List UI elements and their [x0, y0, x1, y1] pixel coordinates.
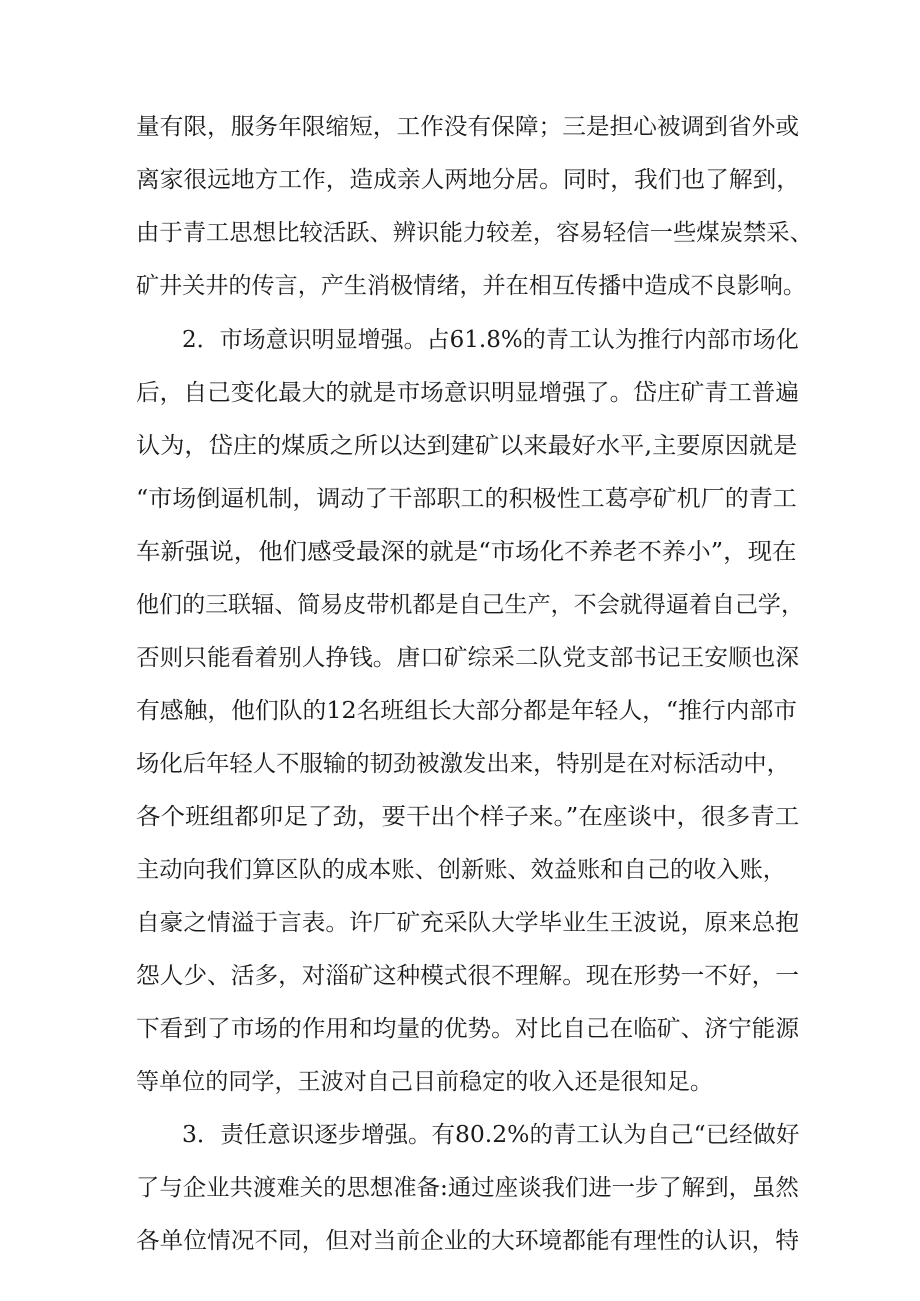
text-line-content: 怨人少、活多，对淄矿这种模式很不理解。现在形势一不好，一: [136, 963, 799, 989]
text-line-content: 各个班组都卯足了劲，要干出个样子来。”在座谈中，很多青工: [136, 804, 800, 830]
text-line-content: 各单位情况不同，但对当前企业的大环境都能有理性的认识，特: [136, 1228, 799, 1254]
text-line-content: 否则只能看着别人挣钱。唐口矿综采二队党支部书记王安顺也深: [136, 645, 799, 671]
text-line: [0, 797, 920, 837]
text-line: [0, 266, 920, 306]
text-line: [0, 160, 920, 200]
text-line-content: “市场倒逼机制，调动了干部职工的积极性工葛亭矿机厂的青工: [136, 486, 797, 512]
text-line: [0, 1168, 920, 1208]
text-line: [0, 213, 920, 253]
text-line-content: 离家很远地方工作，造成亲人两地分居。同时，我们也了解到，: [136, 167, 800, 193]
text-line-content: 认为，岱庄的煤质之所以达到建矿以来最好水平,主要原因就是: [136, 433, 798, 459]
text-line-content: 车新强说，他们感受最深的就是“市场化不养老不养小”，现在: [136, 539, 797, 565]
text-line-content: 自豪之情溢于言表。许厂矿充采队大学毕业生王波说，原来总抱: [136, 910, 799, 936]
text-line-content: 3．责任意识逐步增强。有80.2%的青工认为自己“已经做好: [182, 1122, 800, 1148]
text-line: [0, 956, 920, 996]
text-line: [0, 107, 920, 147]
text-line: [0, 1009, 920, 1049]
text-line: [0, 903, 920, 943]
text-line: [0, 744, 920, 784]
text-line: [0, 1115, 920, 1155]
text-line: [0, 320, 920, 360]
text-line-content: 后，自己变化最大的就是市场意识明显增强了。岱庄矿青工普遍: [136, 380, 799, 406]
text-line: [0, 638, 920, 678]
text-line-content: 2．市场意识明显增强。占61.8%的青工认为推行内部市场化: [182, 327, 799, 353]
text-line-content: 量有限，服务年限缩短，工作没有保障；三是担心被调到省外或: [136, 114, 799, 140]
text-line: [0, 585, 920, 625]
text-line-content: 等单位的同学，王波对自己目前稳定的收入还是很知足。: [136, 1069, 713, 1095]
text-line-content: 有感触，他们队的12名班组长大部分都是年轻人，“推行内部市: [136, 698, 798, 724]
text-line-content: 场化后年轻人不服输的韧劲被激发出来，特别是在对标活动中，: [136, 751, 790, 777]
text-line: [0, 850, 920, 890]
text-line: [0, 1221, 920, 1261]
text-line: [0, 479, 920, 519]
text-line-content: 了与企业共渡难关的思想准备:通过座谈我们进一步了解到，虽然: [136, 1175, 799, 1201]
text-line-content: 他们的三联辐、简易皮带机都是自己生产，不会就得逼着自己学，: [136, 592, 804, 618]
text-line-content: 下看到了市场的作用和均量的优势。对比自己在临矿、济宁能源: [136, 1016, 799, 1042]
text-line-content: 由于青工思想比较活跃、辨识能力较差，容易轻信一些煤炭禁采、: [136, 220, 813, 246]
text-line-content: 主动向我们算区队的成本账、创新账、效益账和自己的收入账，: [136, 857, 786, 883]
text-line-content: 矿井关井的传言，产生消极情绪，并在相互传播中造成不良影响。: [136, 273, 806, 299]
text-line: [0, 1062, 920, 1102]
text-line: [0, 532, 920, 572]
text-line: [0, 691, 920, 731]
text-line: [0, 373, 920, 413]
text-line: [0, 426, 920, 466]
